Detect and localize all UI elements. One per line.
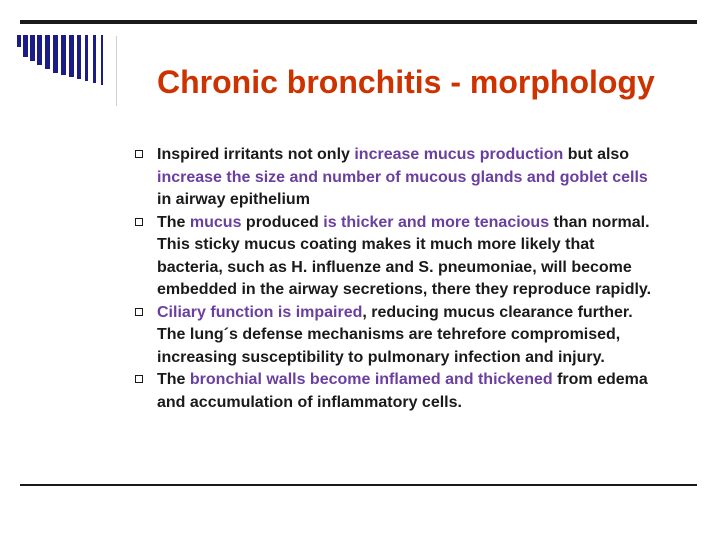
top-rule xyxy=(20,20,697,24)
bullet-text: but also xyxy=(563,146,630,163)
vertical-divider xyxy=(116,36,117,106)
slide-title: Chronic bronchitis - morphology xyxy=(157,64,655,100)
bullet-text: The xyxy=(157,371,190,388)
bullet-text: Inspired irritants not only xyxy=(157,146,355,163)
highlighted-text: bronchial walls become inflamed and thickened xyxy=(189,371,553,388)
highlighted-text: is thicker and more tenacious xyxy=(323,213,550,231)
bullet-square-icon xyxy=(135,375,143,383)
bullet-item xyxy=(132,212,662,302)
bullet-text: , reducing mucus clearance further. The lung´s defense mechanisms are tehrefore compromised, increasing susceptibility to pulmonary infection and injury. xyxy=(157,303,633,366)
bullet-text: than normal. This sticky mucus coating makes it much more likely that bacteria, such as H. influenze and S. pneumoniae, will become embedded in the airway secretions, there they reproduce rapidly. xyxy=(157,213,652,298)
bullet-item xyxy=(132,144,662,212)
bullet-square-icon xyxy=(135,150,143,158)
bullet-text: The xyxy=(157,213,190,231)
bullet-text: produced xyxy=(241,213,324,231)
bottom-rule xyxy=(20,484,697,486)
highlighted-text: increase mucus production xyxy=(354,146,564,163)
bullet-list xyxy=(132,144,662,414)
highlighted-text: mucus xyxy=(189,213,242,231)
highlighted-text: increase the size and number of mucous glands and goblet cells xyxy=(157,168,648,186)
bullet-text: from edema and accumulation of inflammatory cells. xyxy=(157,371,648,411)
bullet-square-icon xyxy=(135,218,143,226)
bullet-item xyxy=(132,369,662,414)
bullet-square-icon xyxy=(135,308,143,316)
highlighted-text: Ciliary function is impaired xyxy=(157,303,363,321)
bullet-item xyxy=(132,302,662,370)
bullet-text: in airway epithelium xyxy=(157,191,310,208)
